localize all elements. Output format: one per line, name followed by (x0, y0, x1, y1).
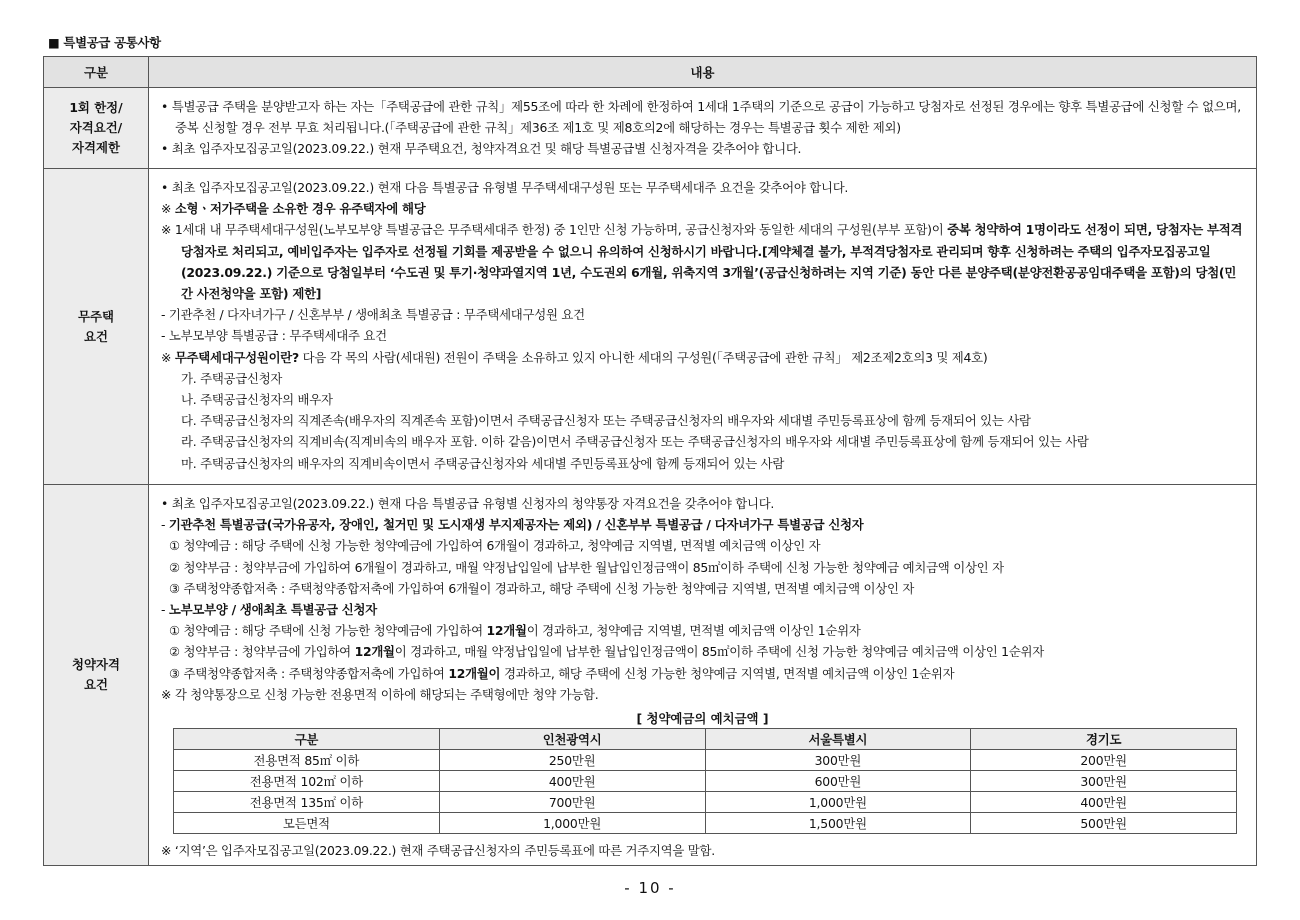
bullet-text: • 최초 입주자모집공고일(2023.09.22.) 현재 무주택요건, 청약자격요건 및 해당 특별공급별 신청자격을 갖추어야 합니다. (161, 141, 802, 157)
list-item: ③ 주택청약종합저축 : 주택청약종합저축에 가입하여 6개월이 경과하고, 해당 주택에 신청 가능한 청약예금 지역별, 면적별 예치금액 이상인 자 (169, 580, 915, 596)
deposit-header: 인천광역시 (439, 729, 705, 750)
row-content-subscription (149, 485, 1257, 866)
deposit-cell: 1,000만원 (705, 792, 971, 813)
special-supply-table (43, 56, 1257, 866)
bullet-text: • 최초 입주자모집공고일(2023.09.22.) 현재 다음 특별공급 유형별 무주택세대구성원 또는 무주택세대주 요건을 갖추어야 합니다. (161, 180, 849, 195)
note-text: ※ 1세대 내 무주택세대구성원(노부모부양 특별공급은 무주택세대주 한정) 중 1인만 신청 가능하며, 공급신청자와 동일한 세대의 구성원(부부 포함)이 중복 청약하여 1명이라도 선정이 되면, 당첨자는 부적격당첨자로 처리되고, 예비입주자는 입주자로 선정될 기회를 제공받을 수 없으니 유의하여 신청하시기 바랍니다.[계약체결 불가, 부적격당첨자로 관리되며 향후 신청하려는 주택의 입주자모집공고일(2023.09.22.) 기준으로 당첨일부터 ‘수도권 및 투기·청약과열지역 1년, 수도권외 6개월, 위축지역 3개월’(공급신청하려는 지역 기준) 동안 다른 분양주택(분양전환공공임대주택을 포함)의 당첨(민간 사전청약을 포함) 제한] (161, 222, 1243, 302)
deposit-cell: 전용면적 85㎡ 이하 (174, 750, 440, 771)
header-category: 구분 (44, 57, 149, 88)
deposit-cell: 500만원 (971, 813, 1237, 834)
deposit-cell: 200만원 (971, 750, 1237, 771)
row-label-once-limit: 1회 한정/ 자격요건/ 자격제한 (44, 88, 149, 169)
dash-item: - 노부모부양 특별공급 : 무주택세대주 요건 (161, 328, 387, 344)
section-title: ■ 특별공급 공통사항 (48, 35, 161, 50)
note-text: ※ 무주택세대구성원이란? 다음 각 목의 사람(세대원) 전원이 주택을 소유하고 있지 아니한 세대의 구성원(「주택공급에 관한 규칙」 제2조제2호의3 및 제4호) (161, 349, 988, 365)
note-text: ※ 소형ㆍ저가주택을 소유한 경우 유주택자에 해당 (161, 201, 426, 217)
deposit-cell: 300만원 (705, 750, 971, 771)
deposit-cell: 1,000만원 (439, 813, 705, 834)
note-text: ※ 각 청약통장으로 신청 가능한 전용면적 이하에 해당되는 주택형에만 청약 가능함. (161, 686, 599, 702)
deposit-row (174, 792, 1237, 813)
deposit-cell: 1,500만원 (705, 813, 971, 834)
list-item: ① 청약예금 : 해당 주택에 신청 가능한 청약예금에 가입하여 12개월이 경과하고, 청약예금 지역별, 면적별 예치금액 이상인 1순위자 (169, 623, 861, 639)
list-item: ③ 주택청약종합저축 : 주택청약종합저축에 가입하여 12개월이 경과하고, 해당 주택에 신청 가능한 청약예금 지역별, 면적별 예치금액 이상인 1순위자 (169, 665, 955, 681)
deposit-header-row (174, 729, 1237, 750)
deposit-header: 구분 (174, 729, 440, 750)
deposit-row (174, 750, 1237, 771)
table-header-row (44, 57, 1257, 88)
page-number: - 10 - (624, 879, 676, 897)
note-text: ※ ‘지역’은 입주자모집공고일(2023.09.22.) 현재 주택공급신청자의 주민등록표에 따른 거주지역을 말함. (161, 843, 715, 859)
row-content-once-limit (149, 88, 1257, 169)
list-item: ② 청약부금 : 청약부금에 가입하여 6개월이 경과하고, 매월 약정납입일에 납부한 월납입인정금액이 85㎡이하 주택에 신청 가능한 청약예금 예치금액 이상인 자 (169, 559, 1004, 575)
deposit-row (174, 771, 1237, 792)
deposit-row (174, 813, 1237, 834)
deposit-header: 경기도 (971, 729, 1237, 750)
bullet-text: • 최초 입주자모집공고일(2023.09.22.) 현재 다음 특별공급 유형별 신청자의 청약통장 자격요건을 갖추어야 합니다. (161, 496, 775, 511)
group-heading: - 노부모부양 / 생애최초 특별공급 신청자 (161, 602, 377, 618)
list-item: ② 청약부금 : 청약부금에 가입하여 12개월이 경과하고, 매월 약정납입일에 납부한 월납입인정금액이 85㎡이하 주택에 신청 가능한 청약예금 예치금액 이상인 1순위자 (169, 644, 1044, 660)
deposit-cell: 300만원 (971, 771, 1237, 792)
deposit-cell: 250만원 (439, 750, 705, 771)
deposit-table-title: [ 청약예금의 예치금액 ] (636, 711, 769, 727)
deposit-cell: 400만원 (971, 792, 1237, 813)
deposit-cell: 전용면적 102㎡ 이하 (174, 771, 440, 792)
row-content-homeless (149, 169, 1257, 485)
deposit-cell: 전용면적 135㎡ 이하 (174, 792, 440, 813)
table-row (44, 169, 1257, 485)
list-item: 마. 주택공급신청자의 배우자의 직계비속이면서 주택공급신청자와 세대별 주민등록표상에 함께 등재되어 있는 사람 (181, 455, 785, 471)
deposit-cell: 700만원 (439, 792, 705, 813)
deposit-header: 서울특별시 (705, 729, 971, 750)
dash-item: - 기관추천 / 다자녀가구 / 신혼부부 / 생애최초 특별공급 : 무주택세대구성원 요건 (161, 307, 585, 323)
table-row (44, 88, 1257, 169)
group-heading: - 기관추천 특별공급(국가유공자, 장애인, 철거민 및 도시재생 부지제공자는 제외) / 신혼부부 특별공급 / 다자녀가구 특별공급 신청자 (161, 517, 864, 533)
list-item: ① 청약예금 : 해당 주택에 신청 가능한 청약예금에 가입하여 6개월이 경과하고, 청약예금 지역별, 면적별 예치금액 이상인 자 (169, 538, 821, 554)
list-item: 가. 주택공급신청자 (181, 370, 283, 386)
list-item: 나. 주택공급신청자의 배우자 (181, 392, 333, 408)
deposit-cell: 모든면적 (174, 813, 440, 834)
list-item: 라. 주택공급신청자의 직계비속(직계비속의 배우자 포함. 이하 같음)이면서 주택공급신청자 또는 주택공급신청자의 배우자와 세대별 주민등록표상에 함께 등재되어 있는 사람 (181, 434, 1089, 450)
table-row (44, 485, 1257, 866)
deposit-cell: 600만원 (705, 771, 971, 792)
header-content: 내용 (149, 57, 1257, 88)
row-label-homeless: 무주택 요건 (44, 169, 149, 485)
list-item: 다. 주택공급신청자의 직계존속(배우자의 직계존속 포함)이면서 주택공급신청자 또는 주택공급신청자의 배우자와 세대별 주민등록표상에 함께 등재되어 있는 사람 (181, 413, 1031, 429)
bullet-text: • 특별공급 주택을 분양받고자 하는 자는「주택공급에 관한 규칙」제55조에 따라 한 차례에 한정하여 1세대 1주택의 기준으로 공급이 가능하고 당첨자로 선정된 경우에는 향후 특별공급에 신청할 수 없으며, 중복 신청할 경우 전부 무효 처리됩니다.(「주택공급에 관한 규칙」제36조 제1호 및 제8호의2에 해당하는 경우는 특별공급 횟수 제한 제외) (161, 99, 1241, 136)
row-label-subscription: 청약자격 요건 (44, 485, 149, 866)
deposit-table (173, 728, 1237, 834)
deposit-cell: 400만원 (439, 771, 705, 792)
